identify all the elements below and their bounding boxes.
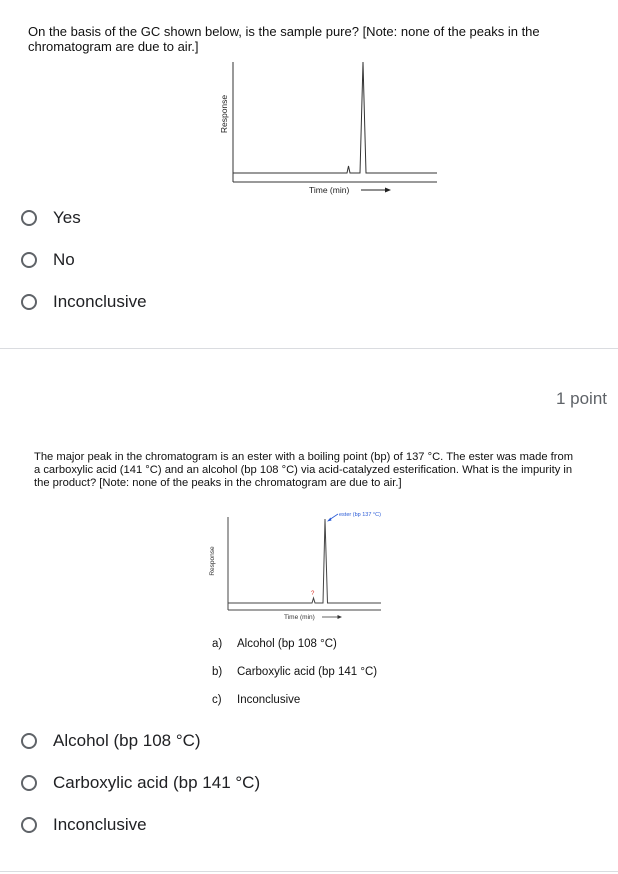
y-axis-label: Response (209, 546, 216, 576)
option-no-label: No (53, 250, 75, 269)
section-divider (0, 348, 618, 349)
option-alcohol-label: Alcohol (bp 108 °C) (53, 731, 201, 750)
radio-inconclusive-2[interactable] (21, 817, 37, 833)
impurity-question-mark: ? (311, 591, 315, 597)
points-label: 1 point (555, 389, 607, 408)
option-yes-label: Yes (53, 208, 81, 227)
radio-carboxylic-acid[interactable] (21, 775, 37, 791)
option-inconclusive-2-label: Inconclusive (53, 815, 147, 834)
option-carboxylic-acid-label: Carboxylic acid (bp 141 °C) (53, 773, 261, 792)
figure-choice-c-letter: c) (212, 694, 222, 706)
figure-choice-c-text: Inconclusive (237, 694, 301, 706)
radio-yes[interactable] (21, 210, 37, 226)
option-yes[interactable] (21, 206, 81, 230)
x-axis-label: Time (min) (309, 185, 350, 195)
figure-choice-b-text: Carboxylic acid (bp 141 °C) (237, 666, 378, 678)
gc-chromatogram-1 (215, 58, 445, 198)
radio-inconclusive-1[interactable] (21, 294, 37, 310)
option-no[interactable] (21, 248, 75, 272)
radio-alcohol[interactable] (21, 733, 37, 749)
option-inconclusive-1[interactable] (21, 290, 147, 314)
option-inconclusive-2[interactable] (21, 813, 147, 837)
figure-choice-c (212, 694, 300, 706)
bottom-divider (0, 871, 618, 872)
x-axis-arrowhead (385, 188, 391, 193)
option-inconclusive-1-label: Inconclusive (53, 292, 147, 311)
figure-choice-b-letter: b) (212, 666, 223, 678)
x-axis-label: Time (min) (284, 614, 315, 621)
x-axis-arrowhead (338, 615, 343, 619)
y-axis-label: Response (219, 94, 229, 134)
option-carboxylic-acid[interactable] (21, 771, 260, 795)
figure-choice-a-letter: a) (212, 638, 223, 650)
baseline-trace (233, 62, 437, 173)
gc-chromatogram-2 (200, 505, 400, 625)
question-2-text: The major peak in the chromatogram is an ester with a boiling point (bp) of 137 °C. The ester was made from a carboxylic acid (141 °C) and an alcohol (bp 108 °C) via acid-catalyzed esterification. What is the impurity in the product? [Note: none of the peaks in the chromatogram are due to air.] (34, 451, 574, 489)
annotation-arrowhead (327, 518, 332, 522)
question-1-text: On the basis of the GC shown below, is the sample pure? [Note: none of the peaks in the chromatogram are due to air.] (28, 24, 540, 54)
figure-choice-a (212, 638, 337, 650)
figure-choice-b (212, 666, 377, 678)
radio-no[interactable] (21, 252, 37, 268)
trace (228, 519, 381, 603)
ester-peak-annotation: ester (bp 137 °C) (339, 512, 381, 518)
figure-choice-a-text: Alcohol (bp 108 °C) (237, 638, 337, 650)
option-alcohol[interactable] (21, 729, 201, 753)
